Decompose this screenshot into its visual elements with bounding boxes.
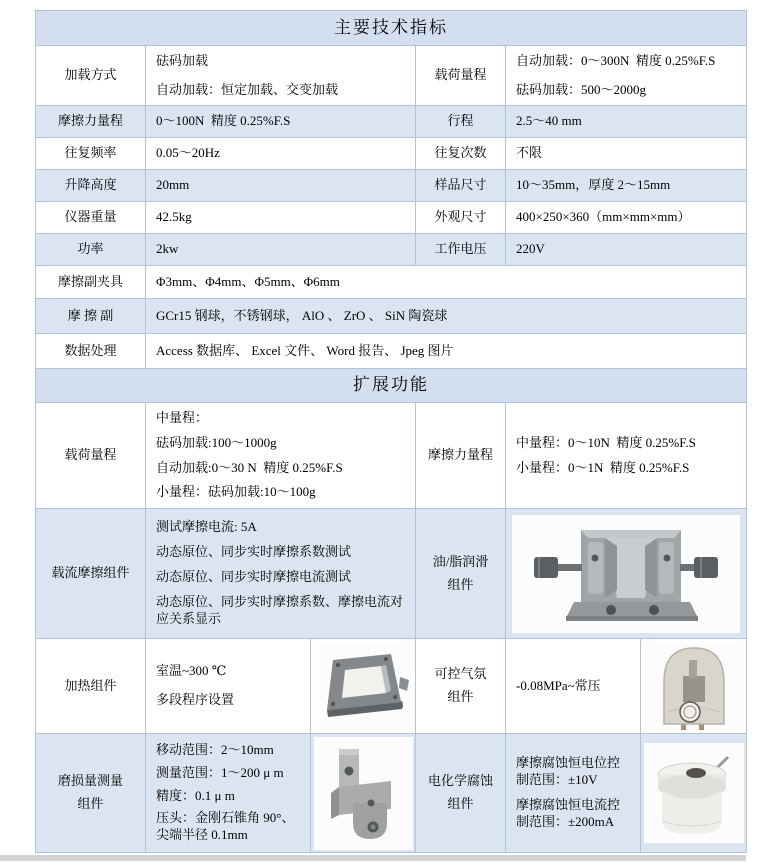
section2-title: 扩展功能 (36, 369, 747, 403)
vise-fixture-graphic (526, 518, 726, 630)
section1-header-row (36, 11, 747, 46)
label-ext-friction-range: 摩擦力量程 (416, 403, 506, 509)
heating-stage-photo (314, 642, 413, 731)
value-friction-range: 0～100N 精度 0.25%F.S (146, 106, 416, 138)
bell-jar-photo-cell (641, 639, 747, 734)
value-weight: 42.5kg (146, 202, 416, 234)
value-load-range: 自动加载：0～300N 精度 0.25%F.S 砝码加载：500～2000g (506, 46, 747, 106)
label-current-friction-module: 载流摩擦组件 (36, 509, 146, 639)
row-current-friction (36, 509, 747, 639)
page-bottom-edge (0, 855, 746, 861)
value-fixture: Φ3mm、Φ4mm、Φ5mm、Φ6mm (146, 266, 747, 299)
wear-displacement-sensor-photo (314, 737, 413, 850)
label-atmosphere-module: 可控气氛 组件 (416, 639, 506, 734)
value-dimensions: 400×250×360（mm×mm×mm） (506, 202, 747, 234)
label-cycle-count: 往复次数 (416, 138, 506, 170)
label-power: 功率 (36, 234, 146, 266)
row-heating (36, 639, 747, 734)
value-lift-height: 20mm (146, 170, 416, 202)
label-dimensions: 外观尺寸 (416, 202, 506, 234)
value-atmosphere-module: -0.08MPa~常压 (506, 639, 641, 734)
row-loading-method (36, 46, 747, 106)
value-ext-friction-range: 中量程：0～10N 精度 0.25%F.S 小量程：0～1N 精度 0.25%F.S (506, 403, 747, 509)
wear-sensor-graphic (321, 741, 405, 845)
label-friction-pair: 摩 擦 副 (36, 299, 146, 334)
row-frequency (36, 138, 747, 170)
row-friction-range (36, 106, 747, 138)
row-weight (36, 202, 747, 234)
label-heating-module: 加热组件 (36, 639, 146, 734)
row-wear-measurement (36, 734, 747, 853)
value-cycle-count: 不限 (506, 138, 747, 170)
bell-jar-graphic (651, 642, 737, 730)
label-ext-load-range: 载荷量程 (36, 403, 146, 509)
label-lift-height: 升降高度 (36, 170, 146, 202)
row-friction-pair (36, 299, 747, 334)
oil-grease-lubrication-fixture-photo (512, 515, 740, 633)
value-frequency: 0.05～20Hz (146, 138, 416, 170)
label-sample-size: 样品尺寸 (416, 170, 506, 202)
value-loading-method: 砝码加载 自动加载：恒定加载、交变加载 (146, 46, 416, 106)
electrochemical-corrosion-cell-photo (644, 743, 744, 843)
section2-header-row (36, 369, 747, 403)
label-electrochemical-module: 电化学腐蚀 组件 (416, 734, 506, 853)
label-voltage: 工作电压 (416, 234, 506, 266)
row-lift-height (36, 170, 747, 202)
value-ext-load-range: 中量程： 砝码加载:100～1000g 自动加载:0～30 N 精度 0.25%F.S 小量程：砝码加载:10～100g (146, 403, 416, 509)
label-wear-measurement-module: 磨损量测量 组件 (36, 734, 146, 853)
spec-table (35, 10, 747, 853)
value-friction-pair: GCr15 钢球，不锈钢球， AlO 、 ZrO 、 SiN 陶瓷球 (146, 299, 747, 334)
value-stroke: 2.5～40 mm (506, 106, 747, 138)
label-stroke: 行程 (416, 106, 506, 138)
oil-grease-module-photo-cell (506, 509, 747, 639)
value-wear-measurement-module: 移动范围：2～10mm 测量范围：1～200 μ m 精度：0.1 μ m 压头：金刚石锥角 90°、尖端半径 0.1mm (146, 734, 311, 853)
value-current-friction-module: 测试摩擦电流: 5A 动态原位、同步实时摩擦系数测试 动态原位、同步实时摩擦电流测试 动态原位、同步实时摩擦系数、摩擦电流对应关系显示 (146, 509, 416, 639)
value-voltage: 220V (506, 234, 747, 266)
label-frequency: 往复频率 (36, 138, 146, 170)
section1-title: 主要技术指标 (36, 11, 747, 46)
value-power: 2kw (146, 234, 416, 266)
heating-stage-graphic (315, 644, 411, 728)
heating-stage-photo-cell (311, 639, 416, 734)
row-data-processing (36, 334, 747, 369)
controlled-atmosphere-bell-jar-photo (644, 642, 744, 731)
row-fixture (36, 266, 747, 299)
label-loading-method: 加载方式 (36, 46, 146, 106)
value-heating-module: 室温~300 ℃ 多段程序设置 (146, 639, 311, 734)
electrochemical-cell-photo-cell (641, 734, 747, 853)
value-sample-size: 10～35mm，厚度 2～15mm (506, 170, 747, 202)
row-ext-load-range (36, 403, 747, 509)
electrochemical-cell-graphic (648, 747, 740, 839)
wear-sensor-photo-cell (311, 734, 416, 853)
label-oil-grease-module: 油/脂润滑 组件 (416, 509, 506, 639)
label-weight: 仪器重量 (36, 202, 146, 234)
label-fixture: 摩擦副夹具 (36, 266, 146, 299)
label-data-processing: 数据处理 (36, 334, 146, 369)
label-friction-range: 摩擦力量程 (36, 106, 146, 138)
row-power (36, 234, 747, 266)
value-electrochemical-module: 摩擦腐蚀恒电位控制范围：±10V 摩擦腐蚀恒电流控制范围：±200mA (506, 734, 641, 853)
value-data-processing: Access 数据库、 Excel 文件、 Word 报告、 Jpeg 图片 (146, 334, 747, 369)
label-load-range: 载荷量程 (416, 46, 506, 106)
